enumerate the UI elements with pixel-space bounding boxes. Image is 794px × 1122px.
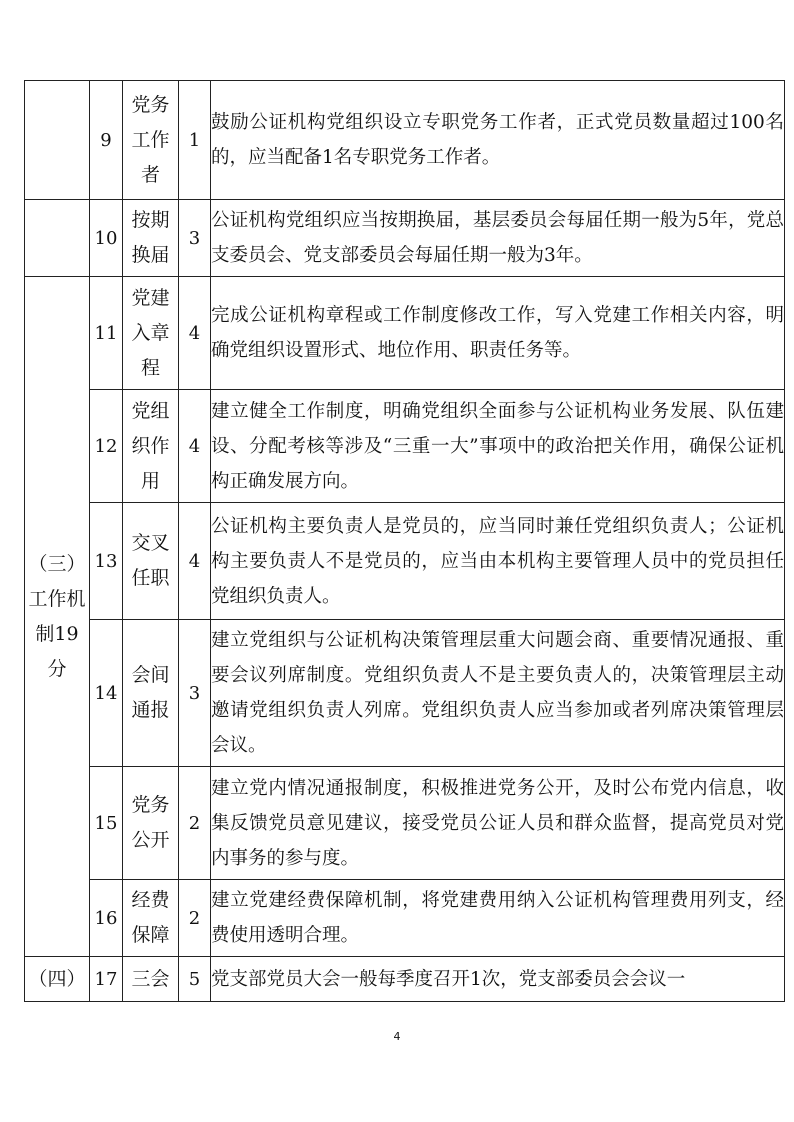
table-row (25, 767, 785, 880)
item-score: 4 (179, 390, 211, 503)
item-score: 2 (179, 767, 211, 880)
item-description: 建立党内情况通报制度，积极推进党务公开，及时公布党内信息，收集反馈党员意见建议，接受党员公证人员和群众监督，提高党员对党内事务的参与度。 (211, 767, 785, 880)
item-score: 4 (179, 503, 211, 620)
category-four: （四） (25, 957, 90, 1002)
item-name: 党建 入章 程 (123, 277, 179, 390)
table-row (25, 81, 785, 200)
item-score: 2 (179, 880, 211, 957)
item-score: 5 (179, 957, 211, 1002)
table-row (25, 503, 785, 620)
item-name: 三会 (123, 957, 179, 1002)
item-number: 13 (90, 503, 123, 620)
category-three: （三） 工作机 制19 分 (25, 277, 90, 957)
item-number: 10 (90, 200, 123, 277)
item-number: 9 (90, 81, 123, 200)
item-number: 11 (90, 277, 123, 390)
table-row (25, 880, 785, 957)
category-cell-prev (25, 81, 90, 200)
item-name: 按期 换届 (123, 200, 179, 277)
item-score: 3 (179, 620, 211, 767)
item-number: 17 (90, 957, 123, 1002)
category-cell-prev (25, 200, 90, 277)
item-score: 3 (179, 200, 211, 277)
table-row (25, 277, 785, 390)
item-score: 4 (179, 277, 211, 390)
item-name: 党务 公开 (123, 767, 179, 880)
item-number: 15 (90, 767, 123, 880)
table-row (25, 390, 785, 503)
item-name: 党组 织作 用 (123, 390, 179, 503)
item-description: 公证机构党组织应当按期换届，基层委员会每届任期一般为5年，党总支委员会、党支部委员会每届任期一般为3年。 (211, 200, 785, 277)
table-row (25, 200, 785, 277)
item-score: 1 (179, 81, 211, 200)
item-number: 12 (90, 390, 123, 503)
item-number: 14 (90, 620, 123, 767)
item-description: 建立党建经费保障机制，将党建费用纳入公证机构管理费用列支，经费使用透明合理。 (211, 880, 785, 957)
scoring-table (24, 80, 785, 1002)
item-description: 公证机构主要负责人是党员的，应当同时兼任党组织负责人；公证机构主要负责人不是党员的，应当由本机构主要管理人员中的党员担任党组织负责人。 (211, 503, 785, 620)
item-name: 会间 通报 (123, 620, 179, 767)
item-name: 党务 工作 者 (123, 81, 179, 200)
item-description: 建立党组织与公证机构决策管理层重大问题会商、重要情况通报、重要会议列席制度。党组织负责人不是主要负责人的，决策管理层主动邀请党组织负责人列席。党组织负责人应当参加或者列席决策管理层会议。 (211, 620, 785, 767)
item-description: 党支部党员大会一般每季度召开1次，党支部委员会会议一 (211, 957, 785, 1002)
table-row (25, 620, 785, 767)
item-description: 建立健全工作制度，明确党组织全面参与公证机构业务发展、队伍建设、分配考核等涉及“三重一大”事项中的政治把关作用，确保公证机构正确发展方向。 (211, 390, 785, 503)
page-number: 4 (393, 1030, 401, 1043)
table-row (25, 957, 785, 1002)
item-number: 16 (90, 880, 123, 957)
item-name: 交叉 任职 (123, 503, 179, 620)
item-description: 鼓励公证机构党组织设立专职党务工作者，正式党员数量超过100名的，应当配备1名专职党务工作者。 (211, 81, 785, 200)
item-name: 经费 保障 (123, 880, 179, 957)
item-description: 完成公证机构章程或工作制度修改工作，写入党建工作相关内容，明确党组织设置形式、地位作用、职责任务等。 (211, 277, 785, 390)
